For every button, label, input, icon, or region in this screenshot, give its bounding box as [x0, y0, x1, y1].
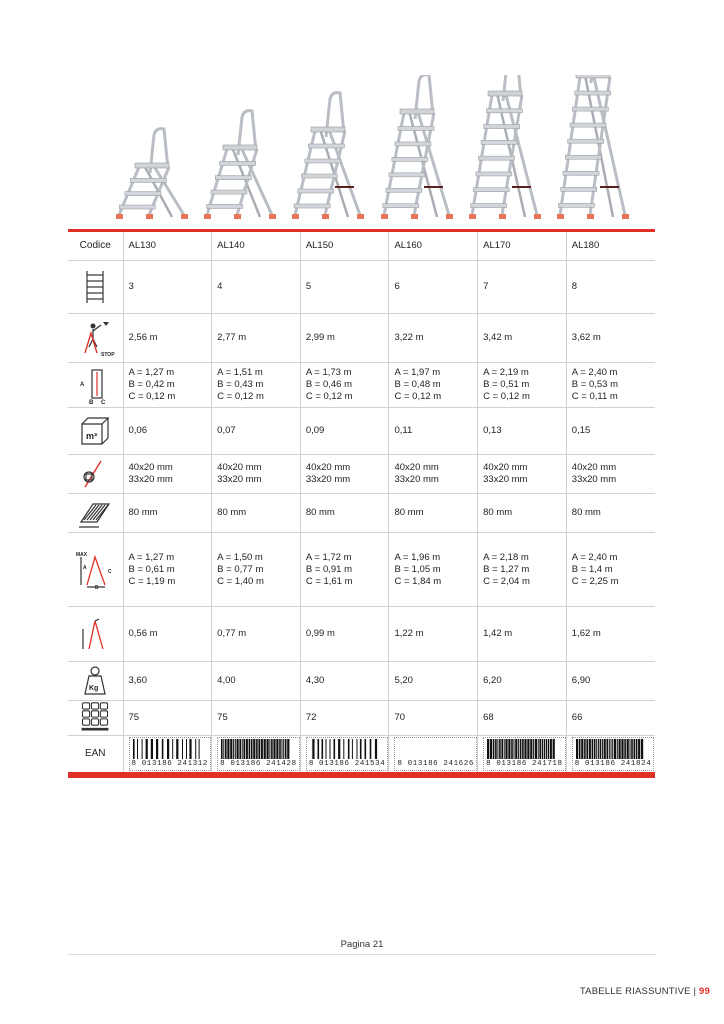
svg-text:B: B: [95, 584, 99, 589]
cell-line: B = 0,53 m: [571, 379, 618, 390]
cell-line: A = 2,18 m: [483, 551, 529, 563]
spec-table: [68, 229, 655, 778]
cell-line: B = 0,91 m: [305, 563, 353, 575]
table-row: [68, 363, 655, 408]
svg-text:A: A: [80, 382, 85, 388]
cell-line: 33x20 mm: [305, 474, 351, 485]
table-cell: [478, 455, 567, 494]
cell-line: A = 1,72 m: [305, 551, 352, 563]
table-cell: 0,06: [123, 408, 212, 455]
table-cell: [566, 533, 655, 607]
table-cell: 70: [389, 701, 478, 736]
table-cell: [389, 455, 478, 494]
model-code: AL130: [123, 231, 212, 261]
barcode-digits: 8 013186 241534: [308, 759, 386, 768]
volume-cube-icon: [68, 408, 123, 455]
table-cell: [212, 455, 301, 494]
cell-line: C = 0,11 m: [571, 391, 618, 402]
cell-line: A = 1,27 m: [128, 551, 175, 563]
table-cell: 5: [300, 261, 389, 314]
svg-text:STOP: STOP: [101, 352, 115, 357]
cell-line: A = 1,73 m: [305, 367, 352, 378]
table-cell: 0,11: [389, 408, 478, 455]
cell-line: C = 2,25 m: [571, 575, 619, 587]
cell-line: B = 0,42 m: [128, 379, 175, 390]
cell-line: A = 1,50 m: [217, 551, 263, 563]
table-cell: [300, 363, 389, 408]
barcode-digits: 8 013186 241312: [131, 759, 209, 768]
svg-text:Kg: Kg: [89, 685, 99, 692]
table-cell: 3,62 m: [566, 314, 655, 363]
platform-height-icon: [68, 607, 123, 662]
table-row: [68, 314, 655, 363]
table-row: [68, 533, 655, 607]
model-code: AL170: [478, 231, 567, 261]
table-header-row: [68, 231, 655, 261]
model-code: AL160: [389, 231, 478, 261]
table-row: [68, 494, 655, 533]
table-cell: 0,15: [566, 408, 655, 455]
table-cell: 3,60: [123, 662, 212, 701]
model-code: AL150: [300, 231, 389, 261]
page-number: Pagina 21: [340, 939, 384, 950]
table-cell: 4,30: [300, 662, 389, 701]
table-cell: 1,62 m: [566, 607, 655, 662]
ean-cell: [123, 736, 212, 775]
table-cell: 80 mm: [300, 494, 389, 533]
table-cell: 80 mm: [212, 494, 301, 533]
model-code: AL140: [212, 231, 301, 261]
header-label: Codice: [68, 231, 123, 261]
table-row: [68, 455, 655, 494]
ladder-image: [557, 75, 629, 219]
table-cell: 6,90: [566, 662, 655, 701]
ean-cell: [566, 736, 655, 775]
cell-line: C = 1,61 m: [305, 575, 353, 587]
cell-line: B = 1,4 m: [571, 563, 613, 575]
table-cell: [300, 455, 389, 494]
barcode-digits: 8 013186 241718: [486, 759, 563, 768]
barcode-digits: 8 013186 241824: [574, 759, 652, 768]
cell-line: 33x20 mm: [128, 474, 173, 485]
cell-line: C = 0,12 m: [217, 391, 264, 402]
cell-line: 40x20 mm: [217, 462, 262, 473]
ladder-image: [116, 129, 188, 219]
cell-line: 33x20 mm: [394, 474, 439, 485]
table-cell: 3,22 m: [389, 314, 478, 363]
table-cell: 0,99 m: [300, 607, 389, 662]
cell-line: C = 1,19 m: [128, 575, 176, 587]
table-cell: 72: [300, 701, 389, 736]
footer-page-number: 99: [699, 986, 710, 997]
svg-text:C: C: [101, 400, 106, 404]
cell-line: 40x20 mm: [394, 462, 439, 473]
cell-line: 40x20 mm: [571, 462, 617, 473]
cell-line: 33x20 mm: [217, 474, 262, 485]
ean-cell: [478, 736, 567, 775]
table-cell: [566, 363, 655, 408]
table-cell: 1,42 m: [478, 607, 567, 662]
cell-line: C = 2,04 m: [483, 575, 530, 587]
cell-line: A = 1,51 m: [217, 367, 263, 378]
table-row: [68, 261, 655, 314]
table-cell: [123, 455, 212, 494]
ean-cell: [389, 736, 478, 775]
table-cell: 80 mm: [389, 494, 478, 533]
cell-line: C = 0,12 m: [394, 391, 442, 402]
cell-line: B = 0,48 m: [394, 379, 441, 390]
pallet-quantity-icon: [68, 701, 123, 736]
table-cell: 80 mm: [123, 494, 212, 533]
table-cell: 0,13: [478, 408, 567, 455]
folded-dimensions-icon: [68, 363, 123, 408]
cell-line: C = 0,12 m: [483, 391, 530, 402]
table-cell: [123, 363, 212, 408]
svg-text:A: A: [83, 564, 87, 571]
cell-line: A = 1,97 m: [394, 367, 441, 378]
ladder-image: [381, 75, 453, 219]
cell-line: A = 2,40 m: [571, 367, 618, 378]
table-cell: 0,07: [212, 408, 301, 455]
table-cell: [300, 533, 389, 607]
cell-line: 40x20 mm: [128, 462, 173, 473]
ean-row: [68, 736, 655, 775]
table-cell: 5,20: [389, 662, 478, 701]
table-row: [68, 662, 655, 701]
svg-text:C: C: [108, 568, 112, 575]
table-row: [68, 701, 655, 736]
table-cell: 75: [123, 701, 212, 736]
table-row: [68, 607, 655, 662]
table-cell: [389, 533, 478, 607]
table-cell: 3,42 m: [478, 314, 567, 363]
barcode: [217, 737, 300, 771]
cell-line: 40x20 mm: [305, 462, 351, 473]
table-cell: 0,09: [300, 408, 389, 455]
table-cell: 6: [389, 261, 478, 314]
table-cell: 68: [478, 701, 567, 736]
cell-line: A = 2,19 m: [483, 367, 529, 378]
table-cell: 4,00: [212, 662, 301, 701]
table-cell: 80 mm: [478, 494, 567, 533]
barcode-digits: 8 013186 241626: [397, 759, 474, 768]
table-cell: [389, 363, 478, 408]
cell-line: C = 1,40 m: [217, 575, 264, 587]
cell-line: A = 1,27 m: [128, 367, 175, 378]
table-cell: 1,22 m: [389, 607, 478, 662]
table-cell: 6,20: [478, 662, 567, 701]
table-row: [68, 408, 655, 455]
table-cell: 2,77 m: [212, 314, 301, 363]
barcode: [394, 737, 477, 771]
ladder-images: [68, 75, 656, 230]
cell-line: B = 0,46 m: [305, 379, 353, 390]
section-footer: [580, 986, 710, 997]
table-cell: 2,56 m: [123, 314, 212, 363]
cell-line: B = 0,77 m: [217, 563, 264, 575]
table-cell: 3: [123, 261, 212, 314]
barcode: [572, 737, 655, 771]
cell-line: B = 1,05 m: [394, 563, 441, 575]
working-height-icon: [68, 314, 123, 363]
table-cell: [212, 363, 301, 408]
table-cell: 0,56 m: [123, 607, 212, 662]
ladder-image: [204, 111, 276, 219]
table-cell: 2,99 m: [300, 314, 389, 363]
ean-cell: [300, 736, 389, 775]
table-cell: [123, 533, 212, 607]
cell-line: B = 1,27 m: [483, 563, 530, 575]
weight-icon: [68, 662, 123, 701]
svg-text:m³: m³: [86, 431, 98, 441]
model-code: AL180: [566, 231, 655, 261]
cell-line: C = 0,12 m: [305, 391, 353, 402]
table-cell: 66: [566, 701, 655, 736]
barcode: [306, 737, 389, 771]
step-depth-icon: [68, 494, 123, 533]
cell-line: 33x20 mm: [571, 474, 617, 485]
ladder-image: [292, 93, 364, 219]
table-cell: 0,77 m: [212, 607, 301, 662]
table-cell: [566, 455, 655, 494]
table-cell: [478, 533, 567, 607]
barcode-digits: 8 013186 241428: [220, 759, 297, 768]
ladder-image: [469, 75, 541, 219]
section-title: TABELLE RIASSUNTIVE: [579, 986, 691, 997]
barcode: [483, 737, 566, 771]
ean-label: EAN: [68, 736, 123, 775]
cell-line: A = 1,96 m: [394, 551, 441, 563]
table-cell: [478, 363, 567, 408]
footer-separator: |: [693, 986, 697, 997]
cell-line: 40x20 mm: [483, 462, 528, 473]
table-cell: 8: [566, 261, 655, 314]
profile-section-icon: [68, 455, 123, 494]
svg-text:B: B: [89, 400, 94, 404]
table-cell: 80 mm: [566, 494, 655, 533]
cell-line: 33x20 mm: [483, 474, 528, 485]
table-cell: 75: [212, 701, 301, 736]
cell-line: B = 0,43 m: [217, 379, 264, 390]
open-dimensions-icon: [68, 533, 123, 607]
barcode: [129, 737, 212, 771]
svg-text:MAX: MAX: [76, 551, 88, 558]
cell-line: A = 2,40 m: [571, 551, 618, 563]
footer-rule: [68, 954, 656, 955]
cell-line: C = 0,12 m: [128, 391, 176, 402]
table-cell: [212, 533, 301, 607]
ean-cell: [212, 736, 301, 775]
cell-line: C = 1,84 m: [394, 575, 442, 587]
cell-line: B = 0,51 m: [483, 379, 530, 390]
steps-icon: [68, 261, 123, 314]
table-cell: 7: [478, 261, 567, 314]
cell-line: B = 0,61 m: [128, 563, 175, 575]
table-cell: 4: [212, 261, 301, 314]
